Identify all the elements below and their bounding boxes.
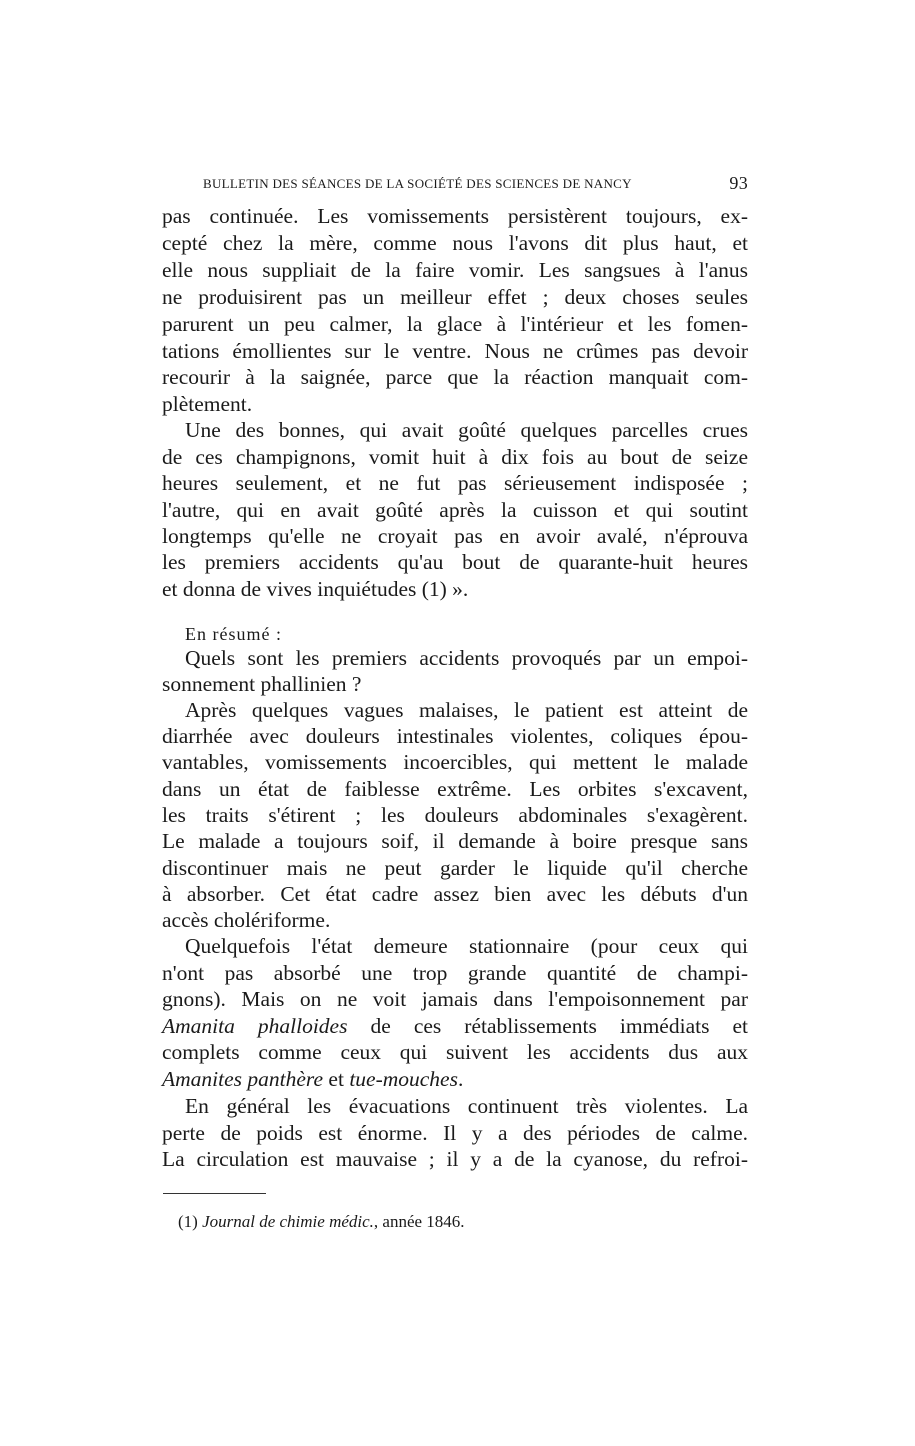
text-line: Quelquefois l'état demeure stationnaire (pour ceux qui [185,934,748,958]
text-line: Quels sont les premiers accidents provoqués par un empoi- [185,646,748,670]
text-line: recourir à la saignée, parce que la réaction manquait com- [162,365,748,389]
text-line: En général les évacuations continuent très violentes. La [185,1094,748,1118]
text-line: Le malade a toujours soif, il demande à boire presque sans [162,829,748,853]
footnote-source: Journal de chimie médic. [202,1212,374,1231]
text-line: gnons). Mais on ne voit jamais dans l'empoisonnement par [162,987,748,1011]
text-line: pas continuée. Les vomissements persistèrent toujours, ex- [162,204,748,228]
text-line: longtemps qu'elle ne croyait pas en avoir avalé, n'éprouva [162,524,748,548]
text-line: vantables, vomissements incoercibles, qui mettent le malade [162,750,748,774]
text-line: les traits s'étirent ; les douleurs abdominales s'exagèrent. [162,803,748,827]
text-line: l'autre, qui en avait goûté après la cuisson et qui soutint [162,498,748,522]
text-line: dans un état de faiblesse extrême. Les orbites s'excavent, [162,777,748,801]
text-line: Amanita phalloides de ces rétablissements immédiats et [162,1014,748,1038]
section-heading: En résumé : [185,624,282,644]
text-line: diarrhée avec douleurs intestinales violentes, coliques épou- [162,724,748,748]
footnote-divider [163,1193,266,1194]
text-line: Amanites panthère et tue-mouches. [162,1067,464,1091]
text-line: discontinuer mais ne peut garder le liquide qu'il cherche [162,856,748,880]
text-line: les premiers accidents qu'au bout de quarante-huit heures [162,550,748,574]
text-line: accès cholériforme. [162,908,331,932]
text-line: elle nous suppliait de la faire vomir. Les sangsues à l'anus [162,258,748,282]
text-line: n'ont pas absorbé une trop grande quantité de champi- [162,961,748,985]
text-line: cepté chez la mère, comme nous l'avons dit plus haut, et [162,231,748,255]
text-line: perte de poids est énorme. Il y a des périodes de calme. [162,1121,748,1145]
text-line: ne produisirent pas un meilleur effet ; deux choses seules [162,285,748,309]
footnote [178,1212,465,1232]
running-title: BULLETIN DES SÉANCES DE LA SOCIÉTÉ DES SCIENCES DE NANCY [203,176,632,191]
text-line: heures seulement, et ne fut pas sérieusement indisposée ; [162,471,748,495]
text-line: La circulation est mauvaise ; il y a de la cyanose, du refroi- [162,1147,748,1171]
text-line: sonnement phallinien ? [162,672,362,696]
text-line: Après quelques vagues malaises, le patient est atteint de [185,698,748,722]
text-line: complets comme ceux qui suivent les accidents dus aux [162,1040,748,1064]
footnote-marker: (1) [178,1212,198,1231]
text-line: plètement. [162,392,253,416]
text-line: de ces champignons, vomit huit à dix fois au bout de seize [162,445,748,469]
page-number: 93 [729,173,748,193]
text-line: parurent un peu calmer, la glace à l'intérieur et les fomen- [162,312,748,336]
footnote-rest: , année 1846. [373,1212,465,1231]
text-line: Une des bonnes, qui avait goûté quelques parcelles crues [185,418,748,442]
text-line: et donna de vives inquiétudes (1) ». [162,577,469,601]
text-line: tations émollientes sur le ventre. Nous ne crûmes pas devoir [162,339,748,363]
text-line: à absorber. Cet état cadre assez bien avec les débuts d'un [162,882,748,906]
